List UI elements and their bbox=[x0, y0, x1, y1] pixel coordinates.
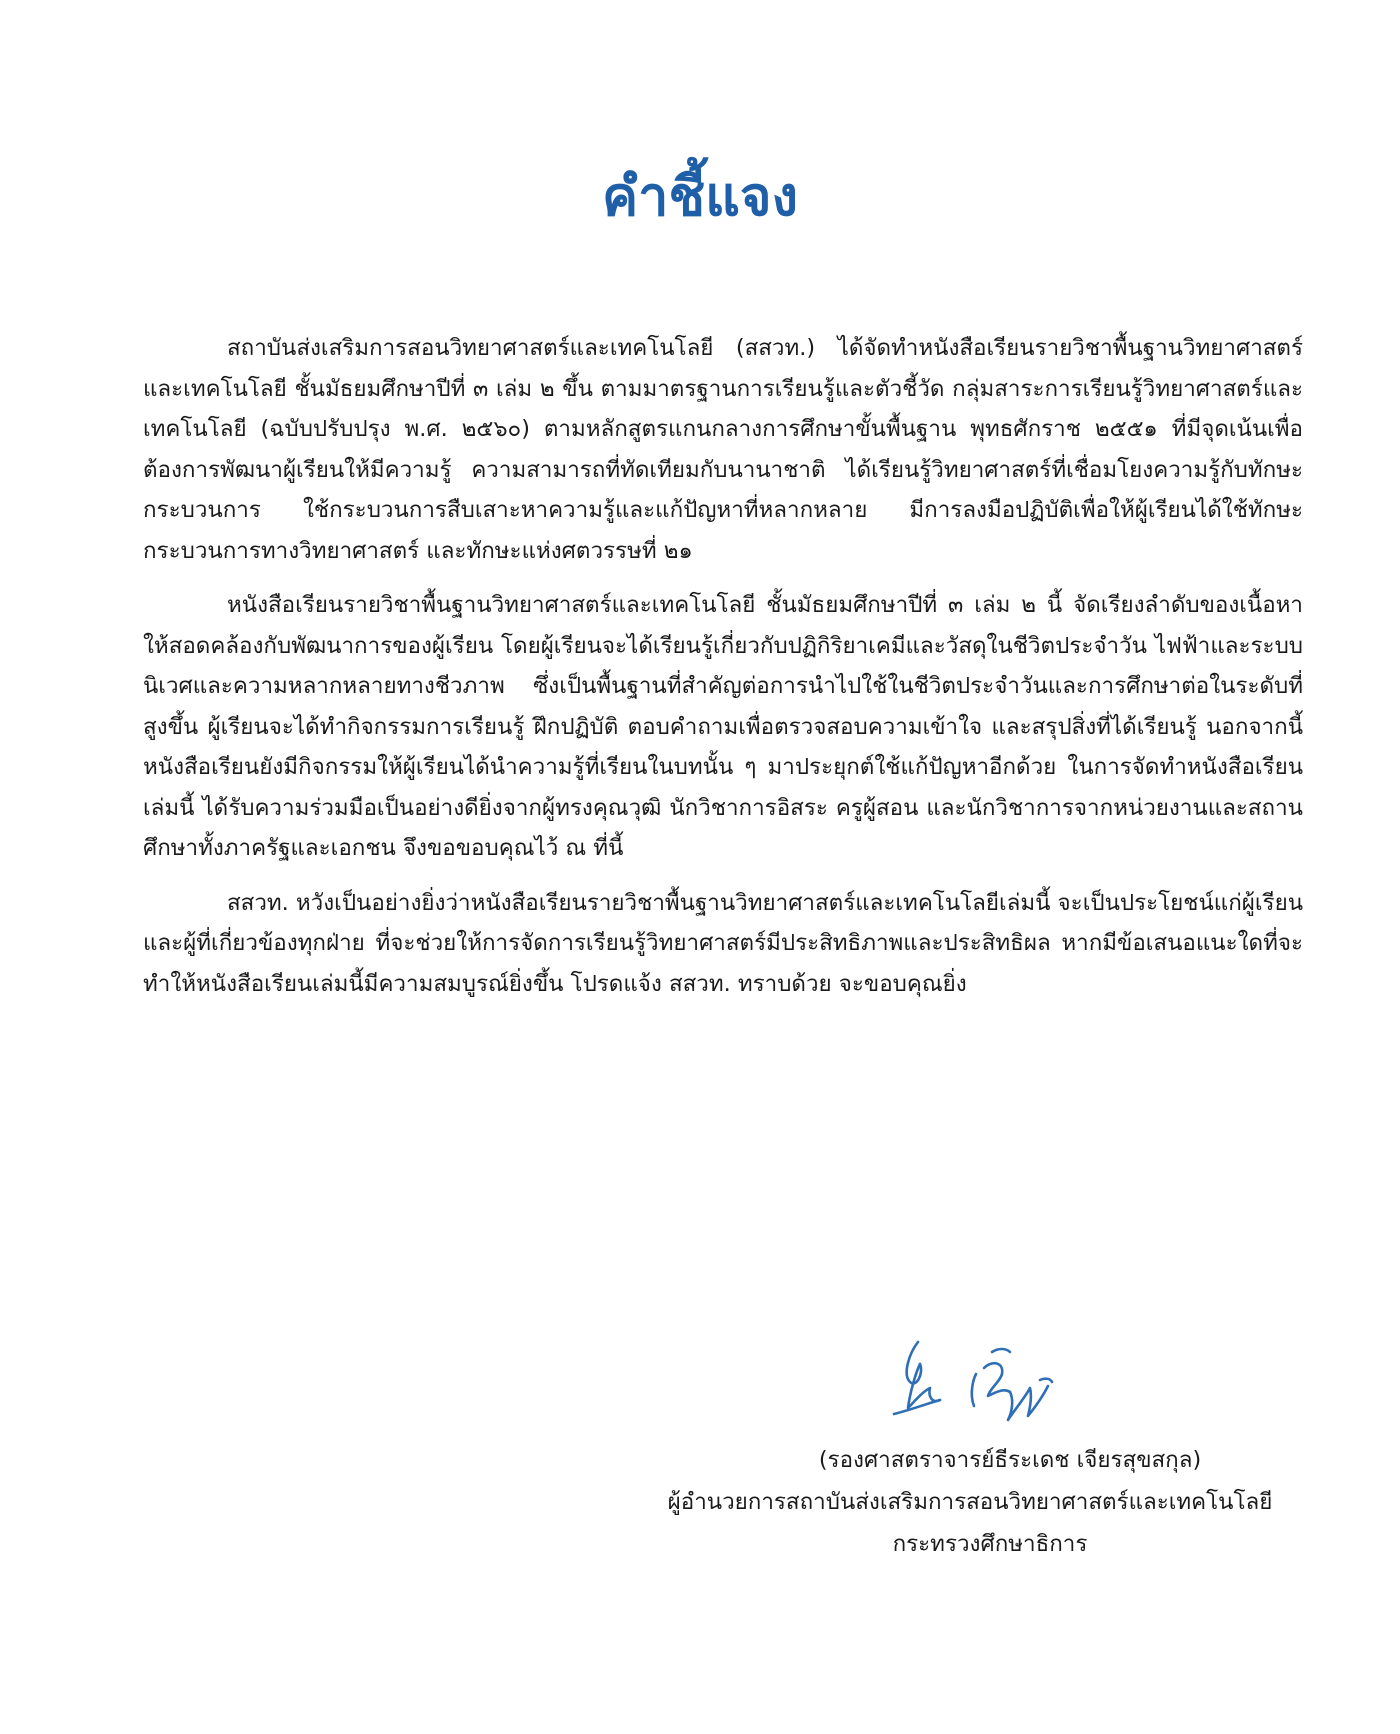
signatory-name: (รองศาสตราจารย์ธีระเดช เจียรสุขสกุล) bbox=[818, 1447, 1202, 1473]
page-title: คำชี้แจง bbox=[602, 165, 798, 228]
handwritten-signature bbox=[880, 1322, 1080, 1442]
paragraph-2: หนังสือเรียนรายวิชาพื้นฐานวิทยาศาสตร์และเทคโนโลยี ชั้นมัธยมศึกษาปีที่ ๓ เล่ม ๒ นี้ จัดเรียงลำดับของเนื้อหาให้สอดคล้องกับพัฒนาการของผู้เรียน โดยผู้เรียนจะได้เรียนรู้เกี่ยวกับปฏิกิริยาเคมีและวัสดุในชีวิตประจำวัน ไฟฟ้าและระบบนิเวศและความหลากหลายทางชีวภาพ ซึ่งเป็นพื้นฐานที่สำคัญต่อการนำไปใช้ในชีวิตประจำวันและการศึกษาต่อในระดับที่สูงขึ้น ผู้เรียนจะได้ทำกิจกรรมการเรียนรู้ ฝึกปฏิบัติ ตอบคำถามเพื่อตรวจสอบความเข้าใจ และสรุปสิ่งที่ได้เรียนรู้ นอกจากนี้หนังสือเรียนยังมีกิจกรรมให้ผู้เรียนได้นำความรู้ที่เรียนในบทนั้น ๆ มาประยุกต์ใช้แก้ปัญหาอีกด้วย ในการจัดทำหนังสือเรียนเล่มนี้ ได้รับความร่วมมือเป็นอย่างดียิ่งจากผู้ทรงคุณวุฒิ นักวิชาการอิสระ ครูผู้สอน และนักวิชาการจากหน่วยงานและสถานศึกษาทั้งภาครัฐและเอกชน จึงขอขอบคุณไว้ ณ ที่นี้ bbox=[143, 592, 1303, 861]
paragraph-1: สถาบันส่งเสริมการสอนวิทยาศาสตร์และเทคโนโลยี (สสวท.) ได้จัดทำหนังสือเรียนรายวิชาพื้นฐานวิทยาศาสตร์และเทคโนโลยี ชั้นมัธยมศึกษาปีที่ ๓ เล่ม ๒ ขึ้น ตามมาตรฐานการเรียนรู้และตัวชี้วัด กลุ่มสาระการเรียนรู้วิทยาศาสตร์และเทคโนโลยี (ฉบับปรับปรุง พ.ศ. ๒๕๖๐) ตามหลักสูตรแกนกลางการศึกษาขั้นพื้นฐาน พุทธศักราช ๒๕๕๑ ที่มีจุดเน้นเพื่อต้องการพัฒนาผู้เรียนให้มีความรู้ ความสามารถที่ทัดเทียมกับนานาชาติ ได้เรียนรู้วิทยาศาสตร์ที่เชื่อมโยงความรู้กับทักษะกระบวนการ ใช้กระบวนการสืบเสาะหาความรู้และแก้ปัญหาที่หลากหลาย มีการลงมือปฏิบัติเพื่อให้ผู้เรียนได้ใช้ทักษะกระบวนการทางวิทยาศาสตร์ และทักษะแห่งศตวรรษที่ ๒๑ bbox=[143, 335, 1303, 564]
paragraph-3: สสวท. หวังเป็นอย่างยิ่งว่าหนังสือเรียนรายวิชาพื้นฐานวิทยาศาสตร์และเทคโนโลยีเล่มนี้ จะเป็นประโยชน์แก่ผู้เรียนและผู้ที่เกี่ยวข้องทุกฝ่าย ที่จะช่วยให้การจัดการเรียนรู้วิทยาศาสตร์มีประสิทธิภาพและประสิทธิผล หากมีข้อเสนอแนะใดที่จะทำให้หนังสือเรียนเล่มนี้มีความสมบูรณ์ยิ่งขึ้น โปรดแจ้ง สสวท. ทราบด้วย จะขอบคุณยิ่ง bbox=[143, 889, 1303, 997]
signatory-position: ผู้อำนวยการสถาบันส่งเสริมการสอนวิทยาศาสตร์และเทคโนโลยี bbox=[667, 1489, 1273, 1515]
preface-body bbox=[143, 328, 1303, 1004]
signatory-organization: กระทรวงศึกษาธิการ bbox=[892, 1531, 1088, 1557]
